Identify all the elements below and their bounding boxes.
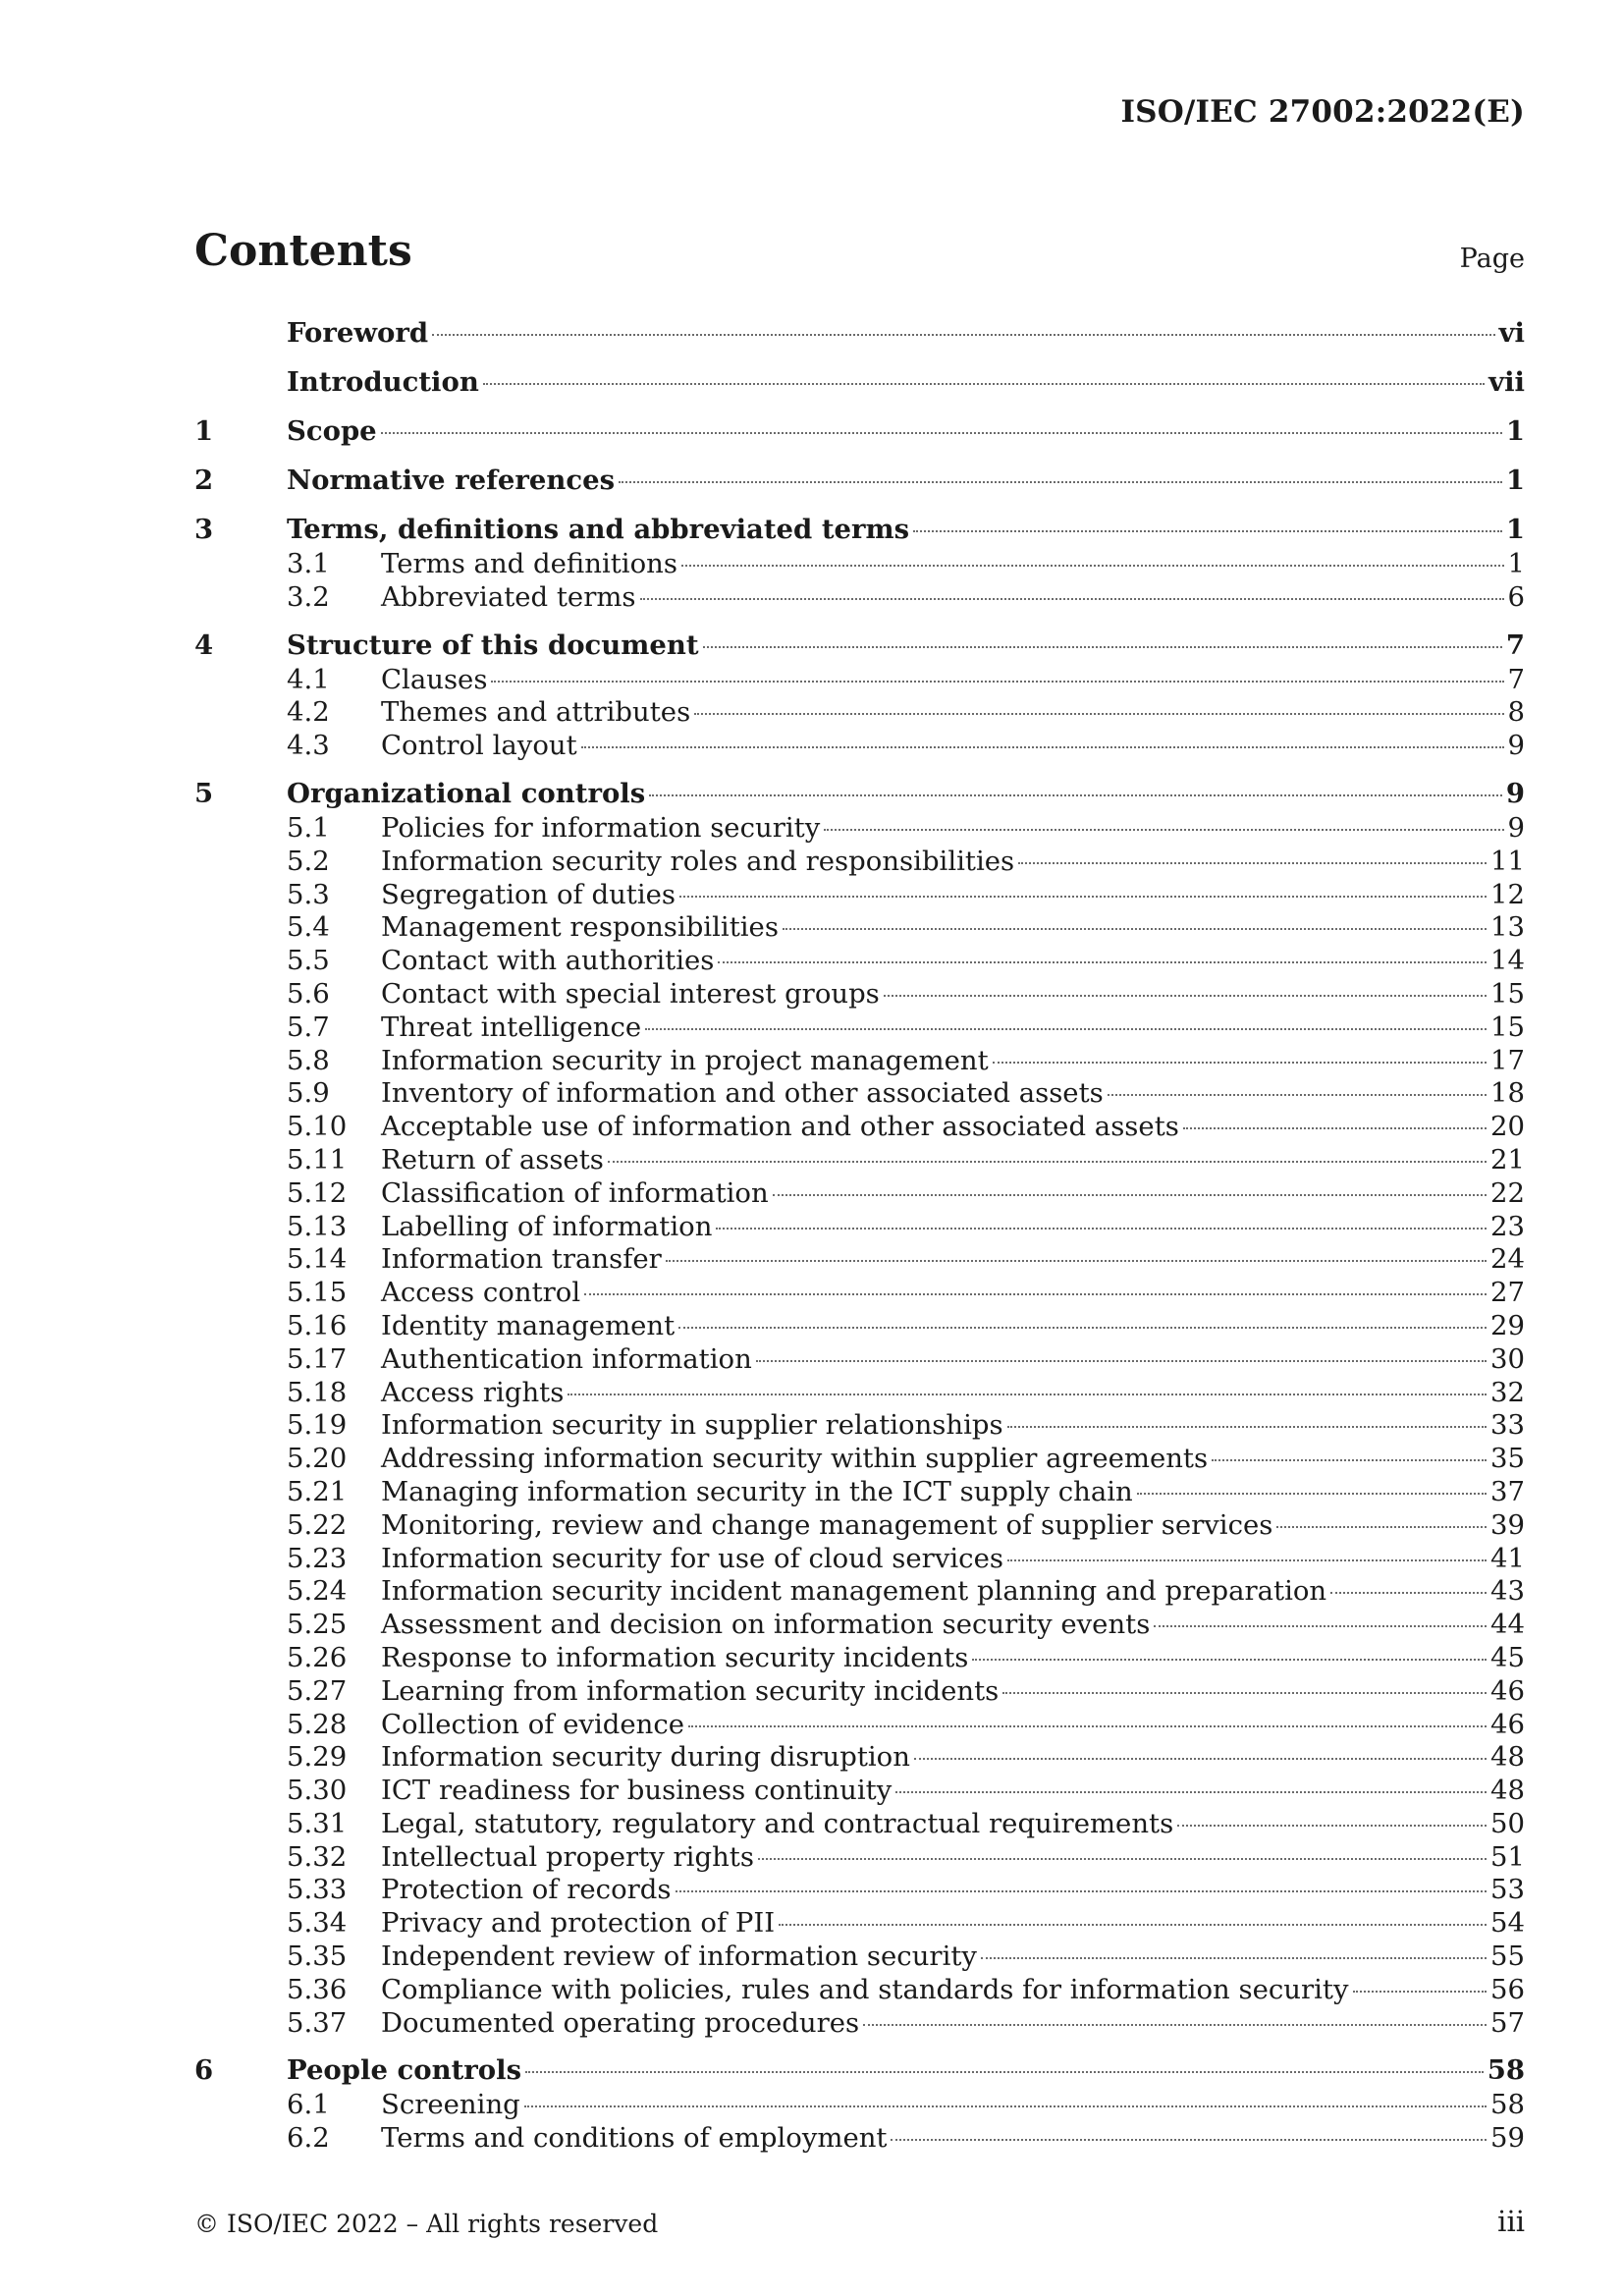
toc-entry-number: 5.24 — [287, 1575, 348, 1608]
toc-entry-number: 5.26 — [287, 1641, 348, 1673]
toc-entry-title: Foreword — [287, 317, 429, 349]
toc-entry-title: Collection of evidence — [381, 1708, 685, 1740]
toc-entry-number: 5.22 — [287, 1508, 348, 1541]
dot-leader — [483, 383, 1485, 385]
toc-entry-number: 5.11 — [287, 1143, 348, 1175]
toc-entry-title: Managing information security in the ICT supply chain — [381, 1475, 1133, 1507]
toc-entry-number: 5.9 — [287, 1077, 330, 1110]
toc-entry-page: 9 — [1505, 777, 1525, 809]
toc-entry[interactable] — [194, 511, 1525, 548]
toc-entry[interactable] — [194, 1874, 1525, 1907]
toc-entry[interactable] — [194, 2089, 1525, 2122]
toc-entry[interactable] — [194, 1377, 1525, 1410]
toc-entry-page: 27 — [1490, 1277, 1525, 1309]
dot-leader — [718, 961, 1487, 963]
dot-leader — [1183, 1127, 1487, 1129]
dot-leader — [645, 1028, 1487, 1030]
toc-entry-title: Access rights — [381, 1376, 565, 1408]
toc-entry-number: 5.12 — [287, 1176, 348, 1209]
dot-leader — [581, 746, 1504, 748]
toc-entry-page: 18 — [1490, 1077, 1525, 1110]
toc-entry-title: Addressing information security within supplier agreements — [381, 1443, 1209, 1475]
toc-entry-page: 23 — [1490, 1210, 1525, 1242]
toc-entry-page: 1 — [1505, 465, 1525, 496]
toc-entry-title: Independent review of information security — [381, 1941, 977, 1973]
document-id: ISO/IEC 27002:2022(E) — [1120, 94, 1525, 130]
toc-entry[interactable] — [194, 1111, 1525, 1144]
toc-entry[interactable] — [194, 2122, 1525, 2156]
toc-entry[interactable] — [194, 1974, 1525, 2007]
footer-page-number: iii — [1497, 2205, 1525, 2238]
toc-entry-page: 8 — [1507, 696, 1525, 729]
dot-leader — [681, 565, 1504, 567]
toc-entry-page: 37 — [1490, 1475, 1525, 1507]
toc-entry-title: Segregation of duties — [381, 878, 676, 910]
toc-entry-number: 5.1 — [287, 811, 330, 844]
toc-entry-title: Inventory of information and other associated assets — [381, 1077, 1104, 1110]
toc-entry-page: 7 — [1505, 629, 1525, 661]
dot-leader — [972, 1659, 1487, 1661]
toc-entry[interactable] — [194, 1775, 1525, 1808]
dot-leader — [891, 2139, 1487, 2141]
toc-entry-title: Intellectual property rights — [381, 1840, 754, 1873]
toc-entry-page: 15 — [1490, 977, 1525, 1010]
dot-leader — [1353, 1991, 1487, 1993]
toc-entry-page: 56 — [1490, 1973, 1525, 2005]
toc-entry-page: 54 — [1490, 1907, 1525, 1940]
toc-entry-number: 6.2 — [287, 2122, 330, 2155]
page-column-label: Page — [1459, 244, 1525, 274]
contents-title: Contents — [194, 226, 412, 276]
toc-entry-page: 57 — [1490, 2006, 1525, 2039]
toc-entry-title: Acceptable use of information and other associated assets — [381, 1111, 1179, 1143]
dot-leader — [756, 1360, 1487, 1362]
toc-entry-title: Information security in project management — [381, 1044, 989, 1076]
toc-entry[interactable] — [194, 412, 1525, 450]
dot-leader — [1108, 1094, 1487, 1096]
toc-entry-number: 5.20 — [287, 1443, 348, 1475]
dot-leader — [895, 1791, 1487, 1793]
toc-entry-page: 43 — [1490, 1575, 1525, 1608]
dot-leader — [1154, 1625, 1487, 1627]
dot-leader — [679, 896, 1487, 898]
dot-leader — [1177, 1825, 1487, 1827]
toc-entry-number: 5.34 — [287, 1907, 348, 1940]
toc-entry[interactable] — [194, 846, 1525, 879]
toc-entry-number: 5.2 — [287, 845, 330, 877]
toc-entry-page: 13 — [1490, 911, 1525, 944]
toc-entry-page: 39 — [1490, 1508, 1525, 1541]
toc-entry-page: 32 — [1490, 1376, 1525, 1408]
dot-leader — [863, 2024, 1487, 2026]
toc-entry-number: 5.16 — [287, 1309, 348, 1341]
dot-leader — [1137, 1493, 1487, 1495]
dot-leader — [1007, 1426, 1487, 1428]
toc-entry-title: Scope — [287, 415, 377, 447]
toc-entry[interactable] — [194, 730, 1525, 763]
toc-entry-number: 4.3 — [287, 730, 330, 762]
dot-leader — [1330, 1592, 1487, 1594]
toc-entry-page: 41 — [1490, 1542, 1525, 1574]
toc-entry-number: 3.2 — [287, 580, 330, 613]
toc-entry[interactable] — [194, 1243, 1525, 1277]
toc-entry-title: Organizational controls — [287, 777, 646, 809]
toc-entry-title: Authentication information — [381, 1342, 752, 1375]
dot-leader — [649, 794, 1502, 796]
toc-entry[interactable] — [194, 2051, 1525, 2089]
toc-entry[interactable] — [194, 1575, 1525, 1609]
toc-entry-title: Threat intelligence — [381, 1011, 642, 1043]
toc-entry[interactable] — [194, 1443, 1525, 1476]
toc-entry[interactable] — [194, 775, 1525, 812]
toc-entry-page: 59 — [1490, 2122, 1525, 2155]
dot-leader — [619, 481, 1502, 483]
toc-entry-number: 5.28 — [287, 1708, 348, 1740]
toc-entry-number: 5.21 — [287, 1475, 348, 1507]
toc-entry-title: Information security incident management planning and preparation — [381, 1575, 1327, 1608]
toc-entry-number: 4.2 — [287, 696, 330, 729]
toc-entry-title: Identity management — [381, 1309, 676, 1341]
toc-entry-number: 2 — [194, 465, 214, 496]
toc-entry-page: 58 — [1490, 2089, 1525, 2121]
toc-entry[interactable] — [194, 548, 1525, 581]
table-of-contents — [194, 314, 1525, 2156]
toc-entry-title: Structure of this document — [287, 629, 699, 661]
toc-entry-page: 1 — [1507, 548, 1525, 579]
toc-entry[interactable] — [194, 462, 1525, 499]
toc-entry-page: 15 — [1490, 1011, 1525, 1043]
toc-entry-title: Normative references — [287, 465, 616, 496]
toc-entry[interactable] — [194, 1642, 1525, 1675]
footer-copyright: © ISO/IEC 2022 – All rights reserved — [194, 2210, 659, 2238]
toc-entry-page: 24 — [1490, 1243, 1525, 1276]
toc-entry[interactable] — [194, 1543, 1525, 1576]
toc-entry-page: 48 — [1490, 1741, 1525, 1774]
toc-entry-title: Documented operating procedures — [381, 2006, 860, 2039]
dot-leader — [640, 598, 1504, 600]
toc-entry-page: 29 — [1490, 1309, 1525, 1341]
toc-entry-title: Monitoring, review and change management of supplier services — [381, 1508, 1273, 1541]
toc-entry[interactable] — [194, 1741, 1525, 1775]
dot-leader — [1007, 1559, 1487, 1561]
toc-entry[interactable] — [194, 1277, 1525, 1310]
toc-entry-title: Management responsibilities — [381, 911, 779, 944]
toc-entry-number: 3.1 — [287, 548, 330, 579]
toc-entry-page: 1 — [1505, 415, 1525, 447]
toc-entry-title: Themes and attributes — [381, 696, 691, 729]
dot-leader — [1276, 1526, 1487, 1528]
toc-entry-title: Contact with special interest groups — [381, 977, 880, 1010]
toc-entry-number: 5.19 — [287, 1409, 348, 1442]
toc-entry-page: 6 — [1507, 580, 1525, 613]
toc-entry[interactable] — [194, 1144, 1525, 1177]
toc-entry-title: Protection of records — [381, 1874, 672, 1906]
toc-entry-page: 9 — [1507, 811, 1525, 844]
toc-entry-page: 46 — [1490, 1674, 1525, 1707]
toc-entry-page: 11 — [1490, 845, 1525, 877]
toc-entry-number: 5.25 — [287, 1609, 348, 1641]
dot-leader — [568, 1394, 1487, 1395]
toc-entry[interactable] — [194, 1343, 1525, 1377]
toc-entry-number: 4 — [194, 629, 214, 661]
dot-leader — [1212, 1459, 1487, 1461]
toc-entry[interactable] — [194, 1310, 1525, 1343]
toc-entry[interactable] — [194, 1211, 1525, 1244]
toc-entry[interactable] — [194, 1409, 1525, 1443]
toc-entry-title: Information security during disruption — [381, 1741, 910, 1774]
toc-entry[interactable] — [194, 1045, 1525, 1078]
toc-entry[interactable] — [194, 581, 1525, 615]
dot-leader — [381, 432, 1502, 434]
toc-entry-number: 5.10 — [287, 1111, 348, 1143]
toc-entry-page: 1 — [1505, 514, 1525, 545]
toc-entry-title: Classification of information — [381, 1176, 769, 1209]
dot-leader — [993, 1062, 1487, 1064]
toc-entry-number: 6.1 — [287, 2089, 330, 2121]
toc-entry[interactable] — [194, 1709, 1525, 1742]
toc-entry-number: 5.7 — [287, 1011, 330, 1043]
dot-leader — [1002, 1692, 1487, 1694]
toc-entry[interactable] — [194, 1941, 1525, 1974]
toc-entry-title: Contact with authorities — [381, 945, 715, 977]
dot-leader — [758, 1858, 1487, 1860]
toc-entry-title: Information transfer — [381, 1243, 662, 1276]
toc-entry[interactable] — [194, 1011, 1525, 1045]
toc-entry-page: 30 — [1490, 1342, 1525, 1375]
toc-entry[interactable] — [194, 911, 1525, 945]
toc-entry[interactable] — [194, 879, 1525, 912]
dot-leader — [1018, 862, 1487, 864]
toc-entry-page: vii — [1488, 366, 1525, 398]
toc-entry-number: 5.4 — [287, 911, 330, 944]
toc-entry-number: 5.14 — [287, 1243, 348, 1276]
dot-leader — [884, 995, 1487, 997]
toc-entry-title: ICT readiness for business continuity — [381, 1775, 893, 1807]
toc-entry-page: 9 — [1507, 730, 1525, 762]
toc-entry-number: 5.17 — [287, 1342, 348, 1375]
toc-entry[interactable] — [194, 2007, 1525, 2041]
toc-entry-title: Clauses — [381, 663, 488, 695]
toc-entry-page: 53 — [1490, 1874, 1525, 1906]
toc-entry-page: 48 — [1490, 1775, 1525, 1807]
toc-entry-title: Control layout — [381, 730, 577, 762]
dot-leader — [773, 1194, 1487, 1196]
toc-entry-page: 44 — [1490, 1609, 1525, 1641]
toc-entry-title: Abbreviated terms — [381, 580, 636, 613]
toc-entry-number: 4.1 — [287, 663, 330, 695]
toc-entry-title: Assessment and decision on information security events — [381, 1609, 1151, 1641]
toc-entry-title: Access control — [381, 1277, 581, 1309]
toc-entry[interactable] — [194, 363, 1525, 401]
toc-entry-number: 5.36 — [287, 1973, 348, 2005]
toc-entry-title: Legal, statutory, regulatory and contractual requirements — [381, 1807, 1174, 1839]
toc-entry-title: People controls — [287, 2054, 522, 2087]
toc-entry[interactable] — [194, 664, 1525, 697]
toc-entry-page: 20 — [1490, 1111, 1525, 1143]
dot-leader — [584, 1293, 1487, 1295]
toc-entry-number: 5.6 — [287, 977, 330, 1010]
toc-entry[interactable] — [194, 1476, 1525, 1509]
dot-leader — [608, 1161, 1487, 1163]
toc-entry-title: Return of assets — [381, 1143, 604, 1175]
toc-entry-page: 22 — [1490, 1176, 1525, 1209]
toc-entry-number: 5.37 — [287, 2006, 348, 2039]
toc-entry-number: 5.31 — [287, 1807, 348, 1839]
toc-entry-page: 7 — [1507, 663, 1525, 695]
toc-entry-page: 45 — [1490, 1641, 1525, 1673]
toc-entry-page: 35 — [1490, 1443, 1525, 1475]
toc-entry[interactable] — [194, 1609, 1525, 1642]
toc-entry[interactable] — [194, 1841, 1525, 1875]
toc-entry-number: 3 — [194, 514, 214, 545]
toc-entry[interactable] — [194, 945, 1525, 978]
toc-entry-title: Information security roles and responsibilities — [381, 845, 1015, 877]
dot-leader — [779, 1924, 1487, 1926]
dot-leader — [703, 646, 1502, 648]
toc-entry-title: Learning from information security incidents — [381, 1674, 1000, 1707]
toc-entry-title: Policies for information security — [381, 811, 821, 844]
toc-entry[interactable] — [194, 1808, 1525, 1841]
dot-leader — [524, 2105, 1487, 2107]
dot-leader — [678, 1327, 1487, 1329]
toc-entry-page: 51 — [1490, 1840, 1525, 1873]
toc-entry-title: Terms, definitions and abbreviated terms — [287, 514, 910, 545]
toc-entry-page: 17 — [1490, 1044, 1525, 1076]
toc-entry-title: Privacy and protection of PII — [381, 1907, 776, 1940]
toc-entry-number: 5.5 — [287, 945, 330, 977]
toc-entry[interactable] — [194, 314, 1525, 352]
toc-entry-number: 5 — [194, 777, 214, 809]
toc-entry-number: 5.33 — [287, 1874, 348, 1906]
dot-leader — [432, 334, 1494, 336]
toc-entry-page: 58 — [1487, 2054, 1525, 2087]
toc-entry-title: Terms and conditions of employment — [381, 2122, 888, 2155]
toc-entry[interactable] — [194, 1907, 1525, 1941]
dot-leader — [688, 1725, 1487, 1727]
dot-leader — [694, 713, 1503, 715]
toc-entry-number: 5.15 — [287, 1277, 348, 1309]
toc-entry-title: Response to information security incidents — [381, 1641, 969, 1673]
toc-entry-page: 33 — [1490, 1409, 1525, 1442]
toc-entry-number: 5.13 — [287, 1210, 348, 1242]
toc-entry[interactable] — [194, 1509, 1525, 1543]
toc-entry-title: Information security for use of cloud services — [381, 1542, 1003, 1574]
toc-entry-page: 46 — [1490, 1708, 1525, 1740]
dot-leader — [913, 530, 1502, 532]
toc-entry-page: 21 — [1490, 1143, 1525, 1175]
toc-entry-number: 5.35 — [287, 1941, 348, 1973]
toc-entry-page: 55 — [1490, 1941, 1525, 1973]
dot-leader — [525, 2071, 1484, 2073]
toc-entry[interactable] — [194, 1077, 1525, 1111]
toc-entry-title: Screening — [381, 2089, 520, 2121]
toc-entry-number: 5.18 — [287, 1376, 348, 1408]
toc-entry-number: 5.27 — [287, 1674, 348, 1707]
toc-entry-title: Terms and definitions — [381, 548, 677, 579]
toc-entry-number: 5.3 — [287, 878, 330, 910]
toc-entry-page: vi — [1498, 317, 1525, 349]
toc-entry-title: Compliance with policies, rules and standards for information security — [381, 1973, 1349, 2005]
dot-leader — [981, 1957, 1487, 1959]
dot-leader — [666, 1260, 1487, 1262]
dot-leader — [914, 1758, 1487, 1760]
toc-entry-number: 5.29 — [287, 1741, 348, 1774]
toc-entry[interactable] — [194, 978, 1525, 1011]
toc-entry[interactable] — [194, 1675, 1525, 1709]
toc-entry-page: 12 — [1490, 878, 1525, 910]
toc-entry-number: 1 — [194, 415, 214, 447]
toc-entry-title: Labelling of information — [381, 1210, 713, 1242]
dot-leader — [491, 681, 1503, 683]
toc-entry-title: Information security in supplier relationships — [381, 1409, 1003, 1442]
toc-entry-title: Introduction — [287, 366, 479, 398]
dot-leader — [824, 829, 1503, 831]
toc-entry-number: 6 — [194, 2054, 214, 2087]
toc-entry[interactable] — [194, 1177, 1525, 1211]
toc-entry-number: 5.23 — [287, 1542, 348, 1574]
toc-entry[interactable] — [194, 627, 1525, 664]
dot-leader — [716, 1228, 1487, 1230]
toc-entry-number: 5.8 — [287, 1044, 330, 1076]
toc-entry-page: 50 — [1490, 1807, 1525, 1839]
toc-entry[interactable] — [194, 812, 1525, 846]
toc-entry-page: 14 — [1490, 945, 1525, 977]
toc-entry-number: 5.30 — [287, 1775, 348, 1807]
dot-leader — [676, 1890, 1487, 1892]
dot-leader — [783, 928, 1487, 930]
toc-entry[interactable] — [194, 696, 1525, 730]
toc-entry-number: 5.32 — [287, 1840, 348, 1873]
